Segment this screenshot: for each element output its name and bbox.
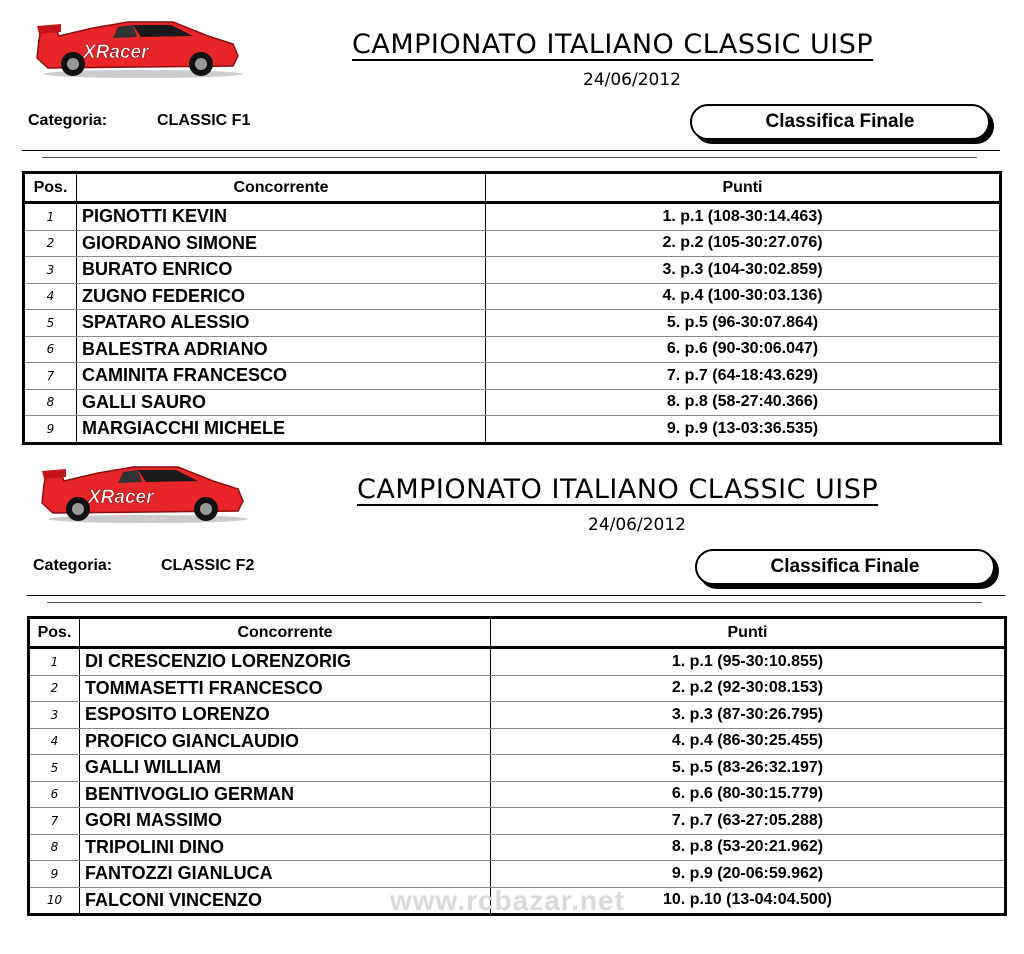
position-cell: 3 bbox=[29, 702, 80, 729]
points-cell: 1. p.1 (95-30:10.855) bbox=[491, 648, 1006, 676]
competitor-name-cell: PIGNOTTI KEVIN bbox=[77, 203, 486, 231]
table-row bbox=[29, 728, 1006, 755]
xracer-car-logo bbox=[38, 459, 248, 524]
position-cell: 5 bbox=[29, 755, 80, 782]
points-cell: 2. p.2 (105-30:27.076) bbox=[486, 230, 1001, 257]
points-cell: 6. p.6 (90-30:06.047) bbox=[486, 336, 1001, 363]
race-date: 24/06/2012 bbox=[583, 70, 681, 90]
competitor-name-cell: PROFICO GIANCLAUDIO bbox=[80, 728, 491, 755]
competitor-name-cell: GIORDANO SIMONE bbox=[77, 230, 486, 257]
column-header-concorrente: Concorrente bbox=[80, 618, 491, 648]
table-row bbox=[29, 648, 1006, 676]
position-cell: 9 bbox=[24, 416, 77, 444]
position-cell: 9 bbox=[29, 861, 80, 888]
competitor-name-cell: BURATO ENRICO bbox=[77, 257, 486, 284]
table-row bbox=[29, 781, 1006, 808]
points-cell: 5. p.5 (96-30:07.864) bbox=[486, 310, 1001, 337]
competitor-name-cell: GORI MASSIMO bbox=[80, 808, 491, 835]
category-value: CLASSIC F1 bbox=[157, 112, 251, 129]
position-cell: 4 bbox=[29, 728, 80, 755]
competitor-name-cell: SPATARO ALESSIO bbox=[77, 310, 486, 337]
table-row bbox=[24, 310, 1001, 337]
header-divider bbox=[27, 595, 1005, 596]
points-cell: 3. p.3 (104-30:02.859) bbox=[486, 257, 1001, 284]
xracer-car-logo bbox=[33, 14, 243, 79]
points-cell: 4. p.4 (100-30:03.136) bbox=[486, 283, 1001, 310]
table-row bbox=[24, 363, 1001, 390]
position-cell: 8 bbox=[29, 834, 80, 861]
category-label: Categoria: bbox=[28, 112, 108, 129]
points-cell: 6. p.6 (80-30:15.779) bbox=[491, 781, 1006, 808]
table-row bbox=[29, 808, 1006, 835]
points-cell: 4. p.4 (86-30:25.455) bbox=[491, 728, 1006, 755]
competitor-name-cell: FANTOZZI GIANLUCA bbox=[80, 861, 491, 888]
position-cell: 2 bbox=[24, 230, 77, 257]
competitor-name-cell: TOMMASETTI FRANCESCO bbox=[80, 675, 491, 702]
column-header-concorrente: Concorrente bbox=[77, 173, 486, 203]
points-cell: 1. p.1 (108-30:14.463) bbox=[486, 203, 1001, 231]
points-cell: 7. p.7 (63-27:05.288) bbox=[491, 808, 1006, 835]
championship-title: CAMPIONATO ITALIANO CLASSIC UISP bbox=[352, 29, 874, 60]
position-cell: 1 bbox=[29, 648, 80, 676]
points-cell: 2. p.2 (92-30:08.153) bbox=[491, 675, 1006, 702]
final-ranking-badge: Classifica Finale bbox=[695, 549, 995, 585]
category-label: Categoria: bbox=[33, 557, 113, 574]
competitor-name-cell: DI CRESCENZIO LORENZORIG bbox=[80, 648, 491, 676]
position-cell: 4 bbox=[24, 283, 77, 310]
championship-title: CAMPIONATO ITALIANO CLASSIC UISP bbox=[357, 474, 879, 505]
points-cell: 8. p.8 (53-20:21.962) bbox=[491, 834, 1006, 861]
competitor-name-cell: TRIPOLINI DINO bbox=[80, 834, 491, 861]
competitor-name-cell: GALLI WILLIAM bbox=[80, 755, 491, 782]
column-header-pos: Pos. bbox=[24, 173, 77, 203]
table-row bbox=[24, 230, 1001, 257]
site-watermark: www.rcbazar.net bbox=[390, 885, 625, 916]
table-row bbox=[29, 675, 1006, 702]
competitor-name-cell: CAMINITA FRANCESCO bbox=[77, 363, 486, 390]
table-row bbox=[24, 416, 1001, 444]
position-cell: 5 bbox=[24, 310, 77, 337]
table-row bbox=[24, 257, 1001, 284]
competitor-name-cell: ZUGNO FEDERICO bbox=[77, 283, 486, 310]
competitor-name-cell: BENTIVOGLIO GERMAN bbox=[80, 781, 491, 808]
header-divider bbox=[22, 150, 1000, 151]
position-cell: 7 bbox=[29, 808, 80, 835]
table-row bbox=[24, 283, 1001, 310]
position-cell: 6 bbox=[29, 781, 80, 808]
competitor-name-cell: BALESTRA ADRIANO bbox=[77, 336, 486, 363]
competitor-name-cell: GALLI SAURO bbox=[77, 389, 486, 416]
results-table bbox=[22, 171, 1002, 445]
competitor-name-cell: MARGIACCHI MICHELE bbox=[77, 416, 486, 444]
table-row bbox=[29, 755, 1006, 782]
points-cell: 9. p.9 (13-03:36.535) bbox=[486, 416, 1001, 444]
table-row bbox=[29, 861, 1006, 888]
column-header-punti: Punti bbox=[491, 618, 1006, 648]
competitor-name-cell: ESPOSITO LORENZO bbox=[80, 702, 491, 729]
points-cell: 10. p.10 (13-04:04.500) bbox=[491, 887, 1006, 915]
position-cell: 2 bbox=[29, 675, 80, 702]
table-row bbox=[24, 336, 1001, 363]
competitor-name-cell: FALCONI VINCENZO bbox=[80, 887, 491, 915]
category-value: CLASSIC F2 bbox=[161, 557, 255, 574]
logo-wordmark: XRacer bbox=[83, 42, 149, 63]
logo-wordmark: XRacer bbox=[88, 487, 154, 508]
position-cell: 1 bbox=[24, 203, 77, 231]
table-row bbox=[29, 702, 1006, 729]
race-date: 24/06/2012 bbox=[588, 515, 686, 535]
points-cell: 8. p.8 (58-27:40.366) bbox=[486, 389, 1001, 416]
position-cell: 8 bbox=[24, 389, 77, 416]
points-cell: 7. p.7 (64-18:43.629) bbox=[486, 363, 1001, 390]
position-cell: 7 bbox=[24, 363, 77, 390]
column-header-punti: Punti bbox=[486, 173, 1001, 203]
column-header-pos: Pos. bbox=[29, 618, 80, 648]
points-cell: 9. p.9 (20-06:59.962) bbox=[491, 861, 1006, 888]
position-cell: 6 bbox=[24, 336, 77, 363]
position-cell: 3 bbox=[24, 257, 77, 284]
results-table bbox=[27, 616, 1007, 916]
points-cell: 5. p.5 (83-26:32.197) bbox=[491, 755, 1006, 782]
header-divider-thin bbox=[47, 602, 982, 603]
table-row bbox=[24, 203, 1001, 231]
results-sheet-f1 bbox=[0, 0, 1024, 445]
final-ranking-badge: Classifica Finale bbox=[690, 104, 990, 140]
table-row bbox=[29, 834, 1006, 861]
table-row bbox=[24, 389, 1001, 416]
position-cell: 10 bbox=[29, 887, 80, 915]
points-cell: 3. p.3 (87-30:26.795) bbox=[491, 702, 1006, 729]
header-divider-thin bbox=[42, 157, 977, 158]
